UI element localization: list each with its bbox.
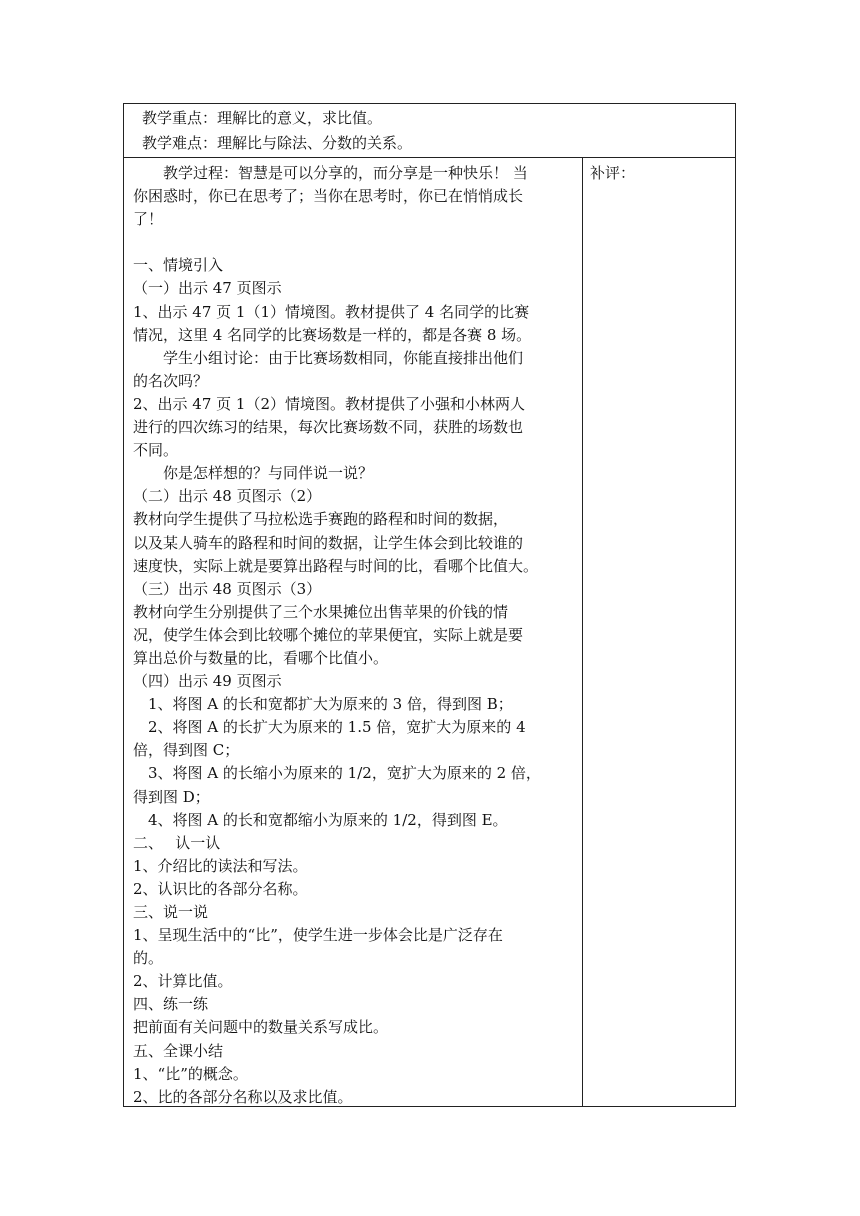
body-line: 1、介绍比的读法和写法。 — [133, 856, 308, 875]
body-line: 况，使学生体会到比较哪个摊位的苹果便宜，实际上就是要 — [133, 625, 524, 644]
body-line: （二）出示 48 页图示（2） — [133, 487, 322, 506]
body-line: 的名次吗？ — [133, 371, 209, 390]
body-line: 不同。 — [133, 441, 179, 460]
body-line: 得到图 D； — [133, 787, 210, 806]
teaching-process — [133, 162, 581, 1109]
body-line: 倍，得到图 C； — [133, 741, 240, 760]
body-line: 3、将图 A 的长缩小为原来的 1/2，宽扩大为原来的 2 倍， — [133, 764, 541, 783]
body-line: 学生小组讨论：由于比赛场数相同，你能直接排出他们 — [133, 348, 524, 367]
body-line: 速度快，实际上就是要算出路程与时间的比，看哪个比值大。 — [133, 556, 539, 575]
teaching-focus: 教学重点：理解比的意义，求比值。 — [142, 109, 383, 127]
body-line: 的。 — [133, 949, 164, 968]
body-line: 三、说一说 — [133, 903, 209, 921]
body-line: 2、认识比的各部分名称。 — [133, 879, 308, 898]
body-line: 一、情境引入 — [133, 256, 224, 275]
body-line: 教材向学生提供了马拉松选手赛跑的路程和时间的数据， — [133, 510, 509, 529]
body-line: 2、出示 47 页 1（2）情境图。教材提供了小强和小林两人 — [133, 394, 526, 413]
body-line: 把前面有关问题中的数量关系写成比。 — [133, 1018, 389, 1037]
body-line: 你是怎样想的？与同伴说一说？ — [133, 464, 374, 483]
body-line: 2、将图 A 的长扩大为原来的 1.5 倍，宽扩大为原来的 4 — [133, 718, 526, 737]
body-line: 教材向学生分别提供了三个水果摊位出售苹果的价钱的情 — [133, 602, 509, 621]
header-divider — [123, 157, 736, 158]
body-line: 1、将图 A 的长和宽都扩大为原来的 3 倍，得到图 B； — [133, 695, 513, 714]
body-line: 四、练一练 — [133, 995, 209, 1014]
body-line: （四）出示 49 页图示 — [133, 672, 282, 691]
body-line: 2、比的各部分名称以及求比值。 — [133, 1087, 353, 1106]
body-line: 你困惑时，你已在思考了；当你在思考时，你已在悄悄成长 — [133, 187, 524, 206]
body-line: 1、“比”的概念。 — [133, 1064, 248, 1083]
body-line: （一）出示 47 页图示 — [133, 279, 282, 298]
body-line: 了！ — [133, 210, 164, 229]
body-line: 二、 认一认 — [133, 833, 221, 852]
body-line: 1、出示 47 页 1（1）情境图。教材提供了 4 名同学的比赛 — [133, 302, 530, 321]
body-line: 五、全课小结 — [133, 1041, 224, 1060]
body-line: 以及某人骑车的路程和时间的数据，让学生体会到比较谁的 — [133, 533, 524, 552]
comment-label: 补评： — [590, 164, 636, 182]
body-line: 算出总价与数量的比，看哪个比值小。 — [133, 648, 389, 667]
body-line: 1、呈现生活中的“比”，使学生进一步体会比是广泛存在 — [133, 926, 503, 945]
body-line: 4、将图 A 的长和宽都缩小为原来的 1/2，得到图 E。 — [133, 810, 508, 829]
body-line — [133, 231, 581, 254]
column-divider — [582, 157, 583, 1107]
body-line: 进行的四次练习的结果，每次比赛场数不同，获胜的场数也 — [133, 418, 524, 437]
body-line: 教学过程：智慧是可以分享的，而分享是一种快乐！ 当 — [133, 164, 528, 182]
body-line: 情况，这里 4 名同学的比赛场数是一样的，都是各赛 8 场。 — [133, 325, 532, 344]
body-line: 2、计算比值。 — [133, 972, 233, 991]
teaching-difficulty: 教学难点：理解比与除法、分数的关系。 — [142, 134, 413, 152]
body-line: （三）出示 48 页图示（3） — [133, 579, 322, 598]
